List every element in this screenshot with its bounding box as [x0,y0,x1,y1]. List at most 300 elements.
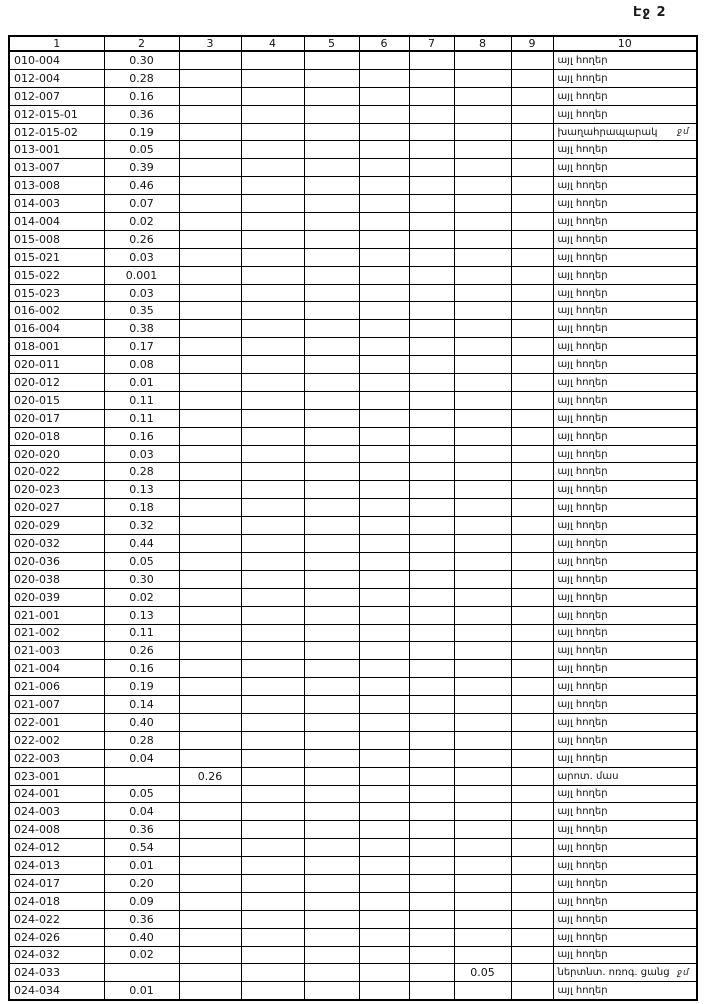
value-cell [179,499,241,517]
value-cell [359,874,409,892]
value-cell: 0.39 [104,159,179,177]
value-cell [454,499,511,517]
value-cell [511,356,553,374]
value-cell [511,338,553,356]
value-cell [454,284,511,302]
value-cell: 0.13 [104,606,179,624]
table-row [9,69,697,87]
value-cell: 0.11 [104,409,179,427]
land-type-cell: այլ հողեր [553,713,697,731]
land-type-cell: այլ հողեր [553,624,697,642]
land-type-cell: այլ հողեր [553,51,697,69]
value-cell [241,910,304,928]
value-cell: 0.11 [104,391,179,409]
value-cell [409,642,454,660]
value-cell [241,141,304,159]
land-type-cell: այլ հողեր [553,481,697,499]
value-cell [409,946,454,964]
parcel-code-cell: 012-015-01 [9,105,104,123]
land-type-cell: այլ հողեր [553,356,697,374]
parcel-code-cell: 022-002 [9,731,104,749]
value-cell [511,982,553,1000]
value-cell: 0.19 [104,123,179,141]
value-cell [511,660,553,678]
value-cell [241,427,304,445]
value-cell [179,570,241,588]
parcel-code-cell: 020-017 [9,409,104,427]
value-cell [409,517,454,535]
value-cell [454,123,511,141]
value-cell [179,982,241,1000]
table-row [9,731,697,749]
value-cell [304,481,359,499]
value-cell [454,767,511,785]
value-cell: 0.03 [104,445,179,463]
value-cell [179,427,241,445]
table-row [9,535,697,553]
value-cell: 0.14 [104,696,179,714]
value-cell [359,857,409,875]
value-cell [179,910,241,928]
table-row [9,696,697,714]
value-cell [359,982,409,1000]
table-row [9,624,697,642]
land-type-cell: այլ հողեր [553,731,697,749]
value-cell [179,857,241,875]
land-type-cell: այլ հողեր [553,570,697,588]
value-cell [511,857,553,875]
value-cell [511,320,553,338]
value-cell [359,749,409,767]
column-header-6: 6 [359,36,409,51]
value-cell [359,803,409,821]
value-cell [359,964,409,982]
value-cell: 0.16 [104,660,179,678]
value-cell [511,409,553,427]
value-cell [359,499,409,517]
value-cell [241,857,304,875]
value-cell [241,588,304,606]
table-row [9,982,697,1000]
value-cell [511,606,553,624]
value-cell [241,69,304,87]
land-type-cell: ներտնտ. ոռոգ. ցանց [553,964,697,982]
value-cell [304,374,359,392]
value-cell [454,320,511,338]
parcel-code-cell: 015-021 [9,248,104,266]
value-cell [511,696,553,714]
value-cell [511,159,553,177]
value-cell [179,964,241,982]
value-cell [241,177,304,195]
value-cell: 0.01 [104,374,179,392]
value-cell [359,284,409,302]
land-type-cell: այլ հողեր [553,982,697,1000]
value-cell [179,606,241,624]
parcel-code-cell: 020-027 [9,499,104,517]
value-cell: 0.40 [104,928,179,946]
value-cell [454,588,511,606]
value-cell [454,302,511,320]
value-cell: 0.38 [104,320,179,338]
table-row [9,642,697,660]
value-cell [511,785,553,803]
value-cell [454,427,511,445]
value-cell [409,445,454,463]
value-cell: 0.28 [104,731,179,749]
value-cell [179,731,241,749]
value-cell: 0.05 [104,141,179,159]
table-row [9,302,697,320]
value-cell [454,570,511,588]
value-cell [359,141,409,159]
value-cell [304,427,359,445]
value-cell [511,284,553,302]
value-cell [241,713,304,731]
parcel-code-cell: 020-020 [9,445,104,463]
value-cell: 0.02 [104,946,179,964]
value-cell [241,624,304,642]
table-row [9,230,697,248]
value-cell [241,409,304,427]
value-cell [454,338,511,356]
value-cell [409,731,454,749]
value-cell [454,374,511,392]
value-cell [359,123,409,141]
value-cell [409,123,454,141]
value-cell [241,302,304,320]
value-cell [409,857,454,875]
value-cell [241,874,304,892]
value-cell: 0.05 [454,964,511,982]
value-cell [511,105,553,123]
value-cell [409,624,454,642]
value-cell [409,821,454,839]
value-cell [304,266,359,284]
table-row [9,660,697,678]
parcel-code-cell: 016-002 [9,302,104,320]
value-cell [179,302,241,320]
value-cell [454,874,511,892]
value-cell [179,356,241,374]
parcel-code-cell: 020-018 [9,427,104,445]
value-cell [454,552,511,570]
column-header-8: 8 [454,36,511,51]
value-cell: 0.01 [104,857,179,875]
table-row [9,606,697,624]
value-cell [241,266,304,284]
value-cell [454,749,511,767]
parcel-code-cell: 021-004 [9,660,104,678]
land-type-cell: այլ հողեր [553,678,697,696]
value-cell [409,481,454,499]
value-cell [454,266,511,284]
table-row [9,570,697,588]
value-cell [304,213,359,231]
value-cell [241,391,304,409]
value-cell [409,391,454,409]
value-cell [454,463,511,481]
value-cell: 0.32 [104,517,179,535]
value-cell [454,982,511,1000]
value-cell [241,195,304,213]
value-cell [179,839,241,857]
value-cell: 0.05 [104,552,179,570]
value-cell [179,660,241,678]
value-cell [304,803,359,821]
parcel-code-cell: 020-012 [9,374,104,392]
parcel-code-cell: 021-001 [9,606,104,624]
value-cell [511,678,553,696]
value-cell [511,248,553,266]
value-cell [511,624,553,642]
value-cell: 0.13 [104,481,179,499]
value-cell [454,51,511,69]
value-cell [179,821,241,839]
value-cell [511,374,553,392]
value-cell [241,445,304,463]
land-type-cell: այլ հողեր [553,946,697,964]
parcel-code-cell: 024-032 [9,946,104,964]
table-row [9,552,697,570]
land-type-cell: այլ հողեր [553,105,697,123]
value-cell [179,892,241,910]
value-cell: 0.54 [104,839,179,857]
value-cell [241,230,304,248]
value-cell [454,839,511,857]
land-type-cell: այլ հողեր [553,427,697,445]
parcel-code-cell: 013-008 [9,177,104,195]
value-cell [179,803,241,821]
value-cell [454,606,511,624]
table-row [9,51,697,69]
value-cell [304,105,359,123]
value-cell [359,302,409,320]
value-cell [179,749,241,767]
value-cell [454,696,511,714]
value-cell [179,928,241,946]
value-cell [241,284,304,302]
value-cell [179,552,241,570]
value-cell [409,266,454,284]
value-cell [511,123,553,141]
handwritten-margin-note: ջմ [677,968,690,978]
value-cell [241,87,304,105]
value-cell [241,642,304,660]
table-row [9,213,697,231]
value-cell: 0.36 [104,105,179,123]
parcel-code-cell: 021-002 [9,624,104,642]
value-cell [511,803,553,821]
land-type-cell: այլ հողեր [553,857,697,875]
value-cell [304,123,359,141]
value-cell [359,213,409,231]
value-cell [304,463,359,481]
value-cell [454,391,511,409]
table-row [9,517,697,535]
land-type-cell: այլ հողեր [553,606,697,624]
parcel-code-cell: 022-001 [9,713,104,731]
value-cell [241,499,304,517]
value-cell [511,874,553,892]
value-cell [241,928,304,946]
parcel-code-cell: 024-008 [9,821,104,839]
land-type-cell: այլ հողեր [553,552,697,570]
value-cell [409,803,454,821]
parcel-code-cell: 024-026 [9,928,104,946]
column-header-7: 7 [409,36,454,51]
value-cell [511,731,553,749]
value-cell [241,570,304,588]
value-cell [179,105,241,123]
table-row [9,946,697,964]
value-cell [179,51,241,69]
value-cell [409,427,454,445]
parcel-code-cell: 020-011 [9,356,104,374]
parcel-code-cell: 018-001 [9,338,104,356]
land-type-cell: այլ հողեր [553,821,697,839]
value-cell [304,910,359,928]
value-cell [241,481,304,499]
value-cell [241,51,304,69]
land-type-cell: այլ հողեր [553,660,697,678]
value-cell [304,749,359,767]
value-cell [359,159,409,177]
value-cell [179,248,241,266]
value-cell: 0.30 [104,570,179,588]
parcel-code-cell: 010-004 [9,51,104,69]
value-cell [454,731,511,749]
value-cell [304,302,359,320]
value-cell [241,821,304,839]
value-cell: 0.36 [104,821,179,839]
value-cell: 0.01 [104,982,179,1000]
column-header-2: 2 [104,36,179,51]
value-cell [454,892,511,910]
parcel-code-cell: 021-006 [9,678,104,696]
value-cell [304,499,359,517]
value-cell [179,445,241,463]
land-type-cell: այլ հողեր [553,874,697,892]
value-cell [409,87,454,105]
land-type-cell: այլ հողեր [553,749,697,767]
value-cell [454,445,511,463]
table-row [9,445,697,463]
value-cell [409,356,454,374]
table-row [9,141,697,159]
value-cell [511,588,553,606]
value-cell [454,946,511,964]
value-cell: 0.16 [104,427,179,445]
value-cell: 0.35 [104,302,179,320]
value-cell [359,248,409,266]
value-cell [179,481,241,499]
table-row [9,857,697,875]
value-cell [241,159,304,177]
value-cell [511,642,553,660]
parcel-code-cell: 013-007 [9,159,104,177]
value-cell [359,928,409,946]
table-row [9,785,697,803]
value-cell [454,857,511,875]
value-cell [241,839,304,857]
parcel-code-cell: 021-003 [9,642,104,660]
table-row [9,159,697,177]
column-header-1: 1 [9,36,104,51]
value-cell: 0.17 [104,338,179,356]
value-cell [409,767,454,785]
value-cell [104,964,179,982]
value-cell [511,230,553,248]
value-cell [454,213,511,231]
table-row [9,356,697,374]
value-cell [179,463,241,481]
table-row [9,910,697,928]
value-cell [359,517,409,535]
table-row [9,409,697,427]
value-cell [241,535,304,553]
value-cell: 0.16 [104,87,179,105]
value-cell [304,696,359,714]
land-type-cell: այլ հողեր [553,195,697,213]
column-header-3: 3 [179,36,241,51]
page-number-label: Էջ 2 [633,5,667,20]
value-cell [409,839,454,857]
land-type-cell: այլ հողեր [553,928,697,946]
value-cell [409,69,454,87]
table-row [9,177,697,195]
table-row [9,284,697,302]
value-cell [511,499,553,517]
value-cell [304,606,359,624]
value-cell: 0.44 [104,535,179,553]
value-cell [179,320,241,338]
land-type-cell: այլ հողեր [553,87,697,105]
value-cell [179,195,241,213]
table-row [9,463,697,481]
value-cell [304,177,359,195]
value-cell [409,213,454,231]
parcel-code-cell: 016-004 [9,320,104,338]
value-cell [304,731,359,749]
value-cell [179,69,241,87]
value-cell [409,463,454,481]
value-cell [359,105,409,123]
value-cell [304,892,359,910]
value-cell: 0.20 [104,874,179,892]
value-cell [359,51,409,69]
value-cell [304,678,359,696]
column-header-4: 4 [241,36,304,51]
value-cell [511,463,553,481]
value-cell [409,552,454,570]
value-cell [454,713,511,731]
value-cell [359,195,409,213]
value-cell [179,874,241,892]
land-type-cell: այլ հողեր [553,213,697,231]
value-cell: 0.26 [104,642,179,660]
value-cell [304,230,359,248]
value-cell [409,248,454,266]
value-cell [241,123,304,141]
value-cell [454,248,511,266]
value-cell [409,374,454,392]
value-cell: 0.02 [104,213,179,231]
value-cell: 0.04 [104,749,179,767]
value-cell [359,839,409,857]
value-cell [511,713,553,731]
value-cell [179,374,241,392]
